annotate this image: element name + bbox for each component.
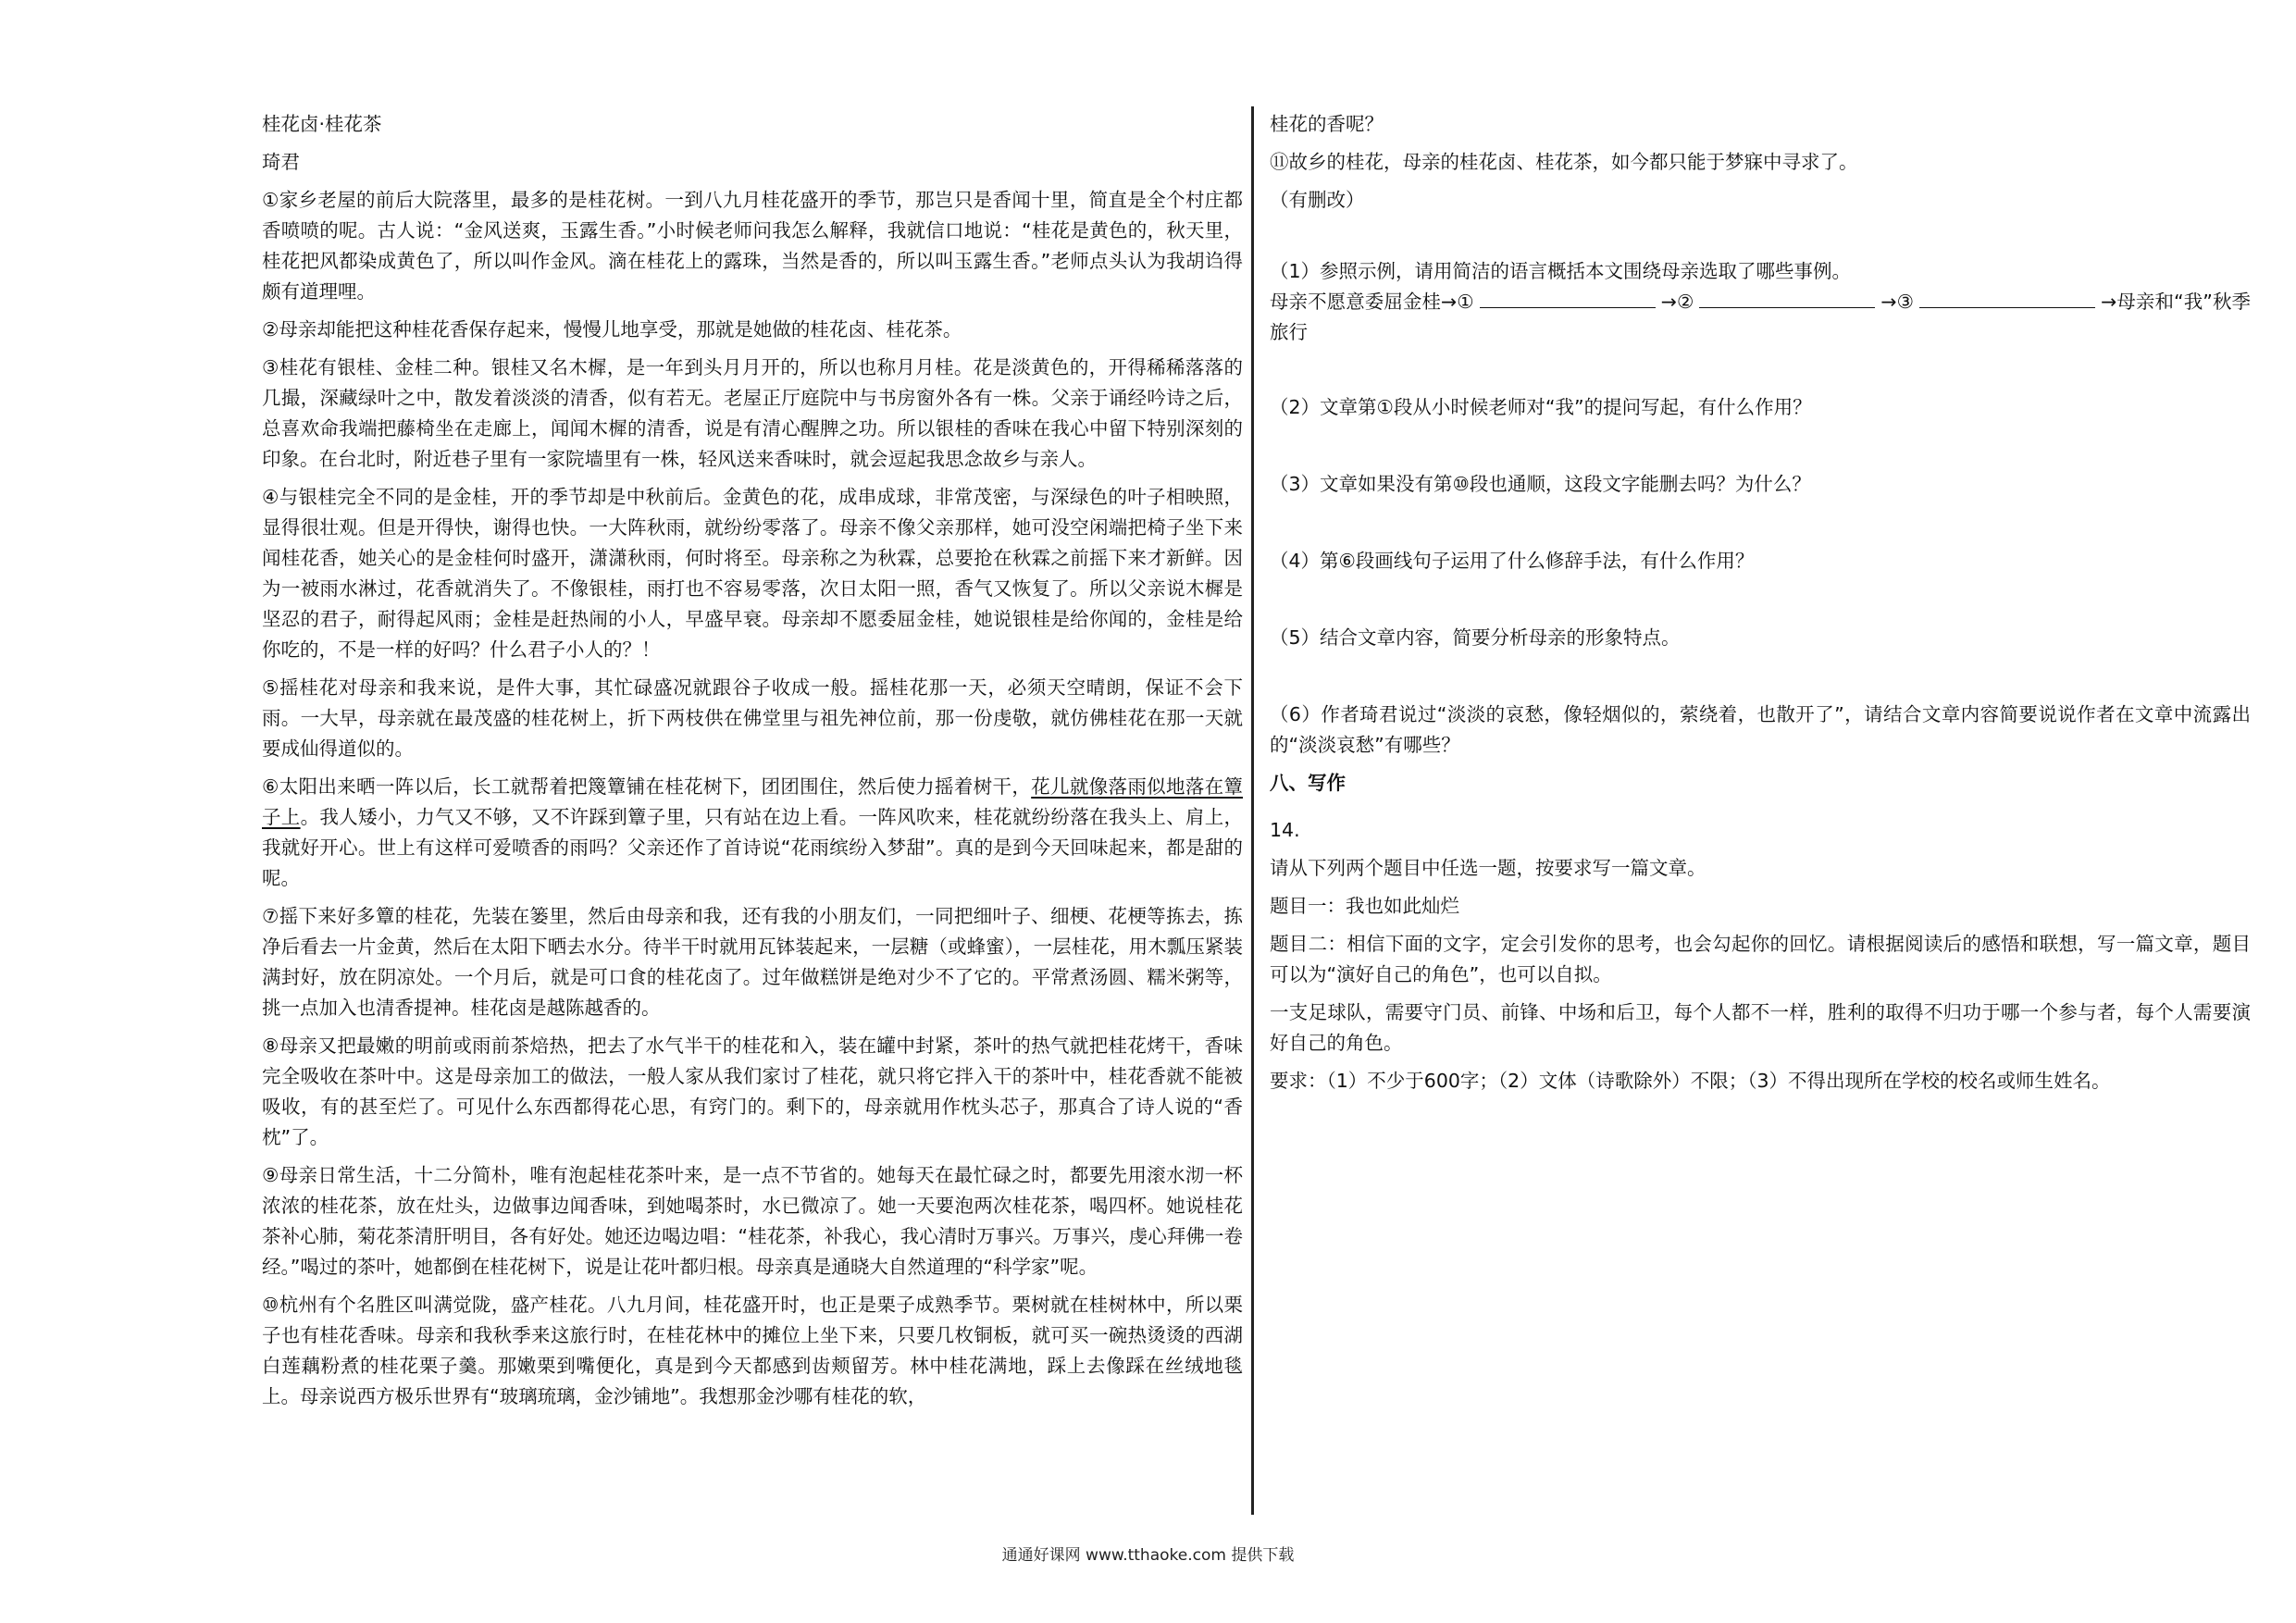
paragraph-1: ①家乡老屋的前后大院落里，最多的是桂花树。一到八九月桂花盛开的季节，那岂只是香闻十里，简直是全个村庄都香喷喷的呢。古人说：“金风送爽，玉露生香。”小时候老师问我怎么解释，我就信口地说：“桂花是黄色的，秋天里，桂花把风都染成黄色了，所以叫作金风。滴在桂花上的露珠，当然是香的，所以叫玉露生香。”老师点头认为我胡诌得颇有道理哩。: [262, 189, 1243, 303]
paragraph-10: ⑩杭州有个名胜区叫满觉陇，盛产桂花。八九月间，桂花盛开时，也正是栗子成熟季节。栗树就在桂树林中，所以栗子也有桂花香味。母亲和我秋季来这旅行时，在桂花林中的摊位上坐下来，只要几枚铜板，就可买一碗热烫烫的西湖白莲藕粉煮的桂花栗子羹。那嫩栗到嘴便化，真是到今天都感到齿颊留芳。林中桂花满地，踩上去像踩在丝绒地毯上。母亲说西方极乐世界有“玻璃琉璃，金沙铺地”。我想那金沙哪有桂花的软，: [262, 1294, 1243, 1407]
paragraph-6-start: ⑥太阳出来晒一阵以后，长工就帮着把篾簟铺在桂花树下，团团围住，然后使力摇着树干，: [262, 775, 1032, 798]
writing-section-title: 八、写作: [1270, 772, 1346, 794]
question-6: （6）作者琦君说过“淡淡的哀愁，像轻烟似的，萦绕着，也散开了”，请结合文章内容简要说说作者在文章中流露出的“淡淡哀愁”有哪些？: [1270, 703, 2251, 756]
writing-topic-1: 题目一：我也如此灿烂: [1270, 895, 1459, 917]
paragraph-9: ⑨母亲日常生活，十二分简朴，唯有泡起桂花茶叶来，是一点不节省的。她每天在最忙碌之时，都要先用滚水沏一杯浓浓的桂花茶，放在灶头，边做事边闻香味，到她喝茶时，水已微凉了。她一天要泡两次桂花茶，喝四杯。她说桂花茶补心肺，菊花茶清肝明目，各有好处。她还边喝边唱：“桂花茶，补我心，我心清时万事兴。万事兴，虔心拜佛一卷经。”喝过的茶叶，她都倒在桂花树下，说是让花叶都归根。母亲真是通晓大自然道理的“科学家”呢。: [262, 1164, 1243, 1278]
page-footer: 通通好课网 www.tthaoke.com 提供下载: [1001, 1546, 1295, 1565]
paragraph-7: ⑦摇下来好多簟的桂花，先装在篓里，然后由母亲和我，还有我的小朋友们，一同把细叶子、细梗、花梗等拣去，拣净后看去一片金黄，然后在太阳下晒去水分。待半干时就用瓦钵装起来，一层糖（或蜂蜜），一层桂花，用木瓢压紧装满封好，放在阴凉处。一个月后，就是可口食的桂花卤了。过年做糕饼是绝对少不了它的。平常煮汤圆、糯米粥等，挑一点加入也清香提神。桂花卤是越陈越香的。: [262, 905, 1243, 1019]
answer-blank-3[interactable]: [1919, 287, 2095, 308]
edit-note: （有删改）: [1270, 189, 1365, 211]
flow-arrow-2: →②: [1660, 291, 1694, 313]
article-author: 琦君: [262, 151, 300, 173]
question-3: （3）文章如果没有第⑩段也通顺，这段文字能删去吗？为什么？: [1270, 473, 1811, 495]
question-number-14: 14.: [1270, 819, 1300, 841]
flow-arrow-3: →③: [1880, 291, 1915, 313]
paragraph-6: [262, 772, 1243, 894]
answer-blank-1[interactable]: [1480, 287, 1656, 308]
paragraph-10-continued: 桂花的香呢？: [1270, 113, 1384, 135]
paragraph-2: ②母亲却能把这种桂花香保存起来，慢慢儿地享受，那就是她做的桂花卤、桂花茶。: [262, 318, 962, 341]
column-divider: [1251, 106, 1254, 1515]
writing-topic-2: 题目二：相信下面的文字，定会引发你的思考，也会勾起你的回忆。请根据阅读后的感悟和联想，写一篇文章，题目可以为“演好自己的角色”，也可以自拟。: [1270, 933, 2251, 985]
article-column: [262, 109, 1243, 1419]
article-title: 桂花卤·桂花茶: [262, 113, 382, 135]
paragraph-4: ④与银桂完全不同的是金桂，开的季节却是中秋前后。金黄色的花，成串成球，非常茂密，与深绿色的叶子相映照，显得很壮观。但是开得快，谢得也快。一大阵秋雨，就纷纷零落了。母亲不像父亲那样，她可没空闲端把椅子坐下来闻桂花香，她关心的是金桂何时盛开，潇潇秋雨，何时将至。母亲称之为秋霖，总要抢在秋霖之前摇下来才新鲜。因为一被雨水淋过，花香就消失了。不像银桂，雨打也不容易零落，次日太阳一照，香气又恢复了。所以父亲说木樨是坚忍的君子，耐得起风雨；金桂是赶热闹的小人，早盛早衰。母亲却不愿委屈金桂，她说银桂是给你闻的，金桂是给你吃的，不是一样的好吗？什么君子小人的？！: [262, 486, 1243, 661]
question-5: （5）结合文章内容，简要分析母亲的形象特点。: [1270, 626, 1681, 649]
paragraph-11: ⑪故乡的桂花，母亲的桂花卤、桂花茶，如今都只能于梦寐中寻求了。: [1270, 151, 1858, 173]
question-1: （1）参照示例，请用简洁的语言概括本文围绕母亲选取了哪些事例。: [1270, 260, 1852, 282]
paragraph-6-end: 。我人矮小，力气又不够，又不许踩到簟子里，只有站在边上看。一阵风吹来，桂花就纷纷落在我头上、肩上，我就好开心。世上有这样可爱喷香的雨吗？父亲还作了首诗说“花雨缤纷入梦甜”。真的是到今天回味起来，都是甜的呢。: [262, 806, 1244, 889]
flow-start: 母亲不愿意委屈金桂→①: [1270, 291, 1474, 313]
writing-passage: 一支足球队，需要守门员、前锋、中场和后卫，每个人都不一样，胜利的取得不归功于哪一个参与者，每个人需要演好自己的角色。: [1270, 1001, 2251, 1054]
paragraph-5: ⑤摇桂花对母亲和我来说，是件大事，其忙碌盛况就跟谷子收成一般。摇桂花那一天，必须天空晴朗，保证不会下雨。一大早，母亲就在最茂盛的桂花树上，折下两枝供在佛堂里与祖先神位前，那一份虔敬，就仿佛桂花在那一天就要成仙得道似的。: [262, 676, 1243, 760]
question-2: （2）文章第①段从小时候老师对“我”的提问写起，有什么作用？: [1270, 396, 1812, 418]
underlined-sentence: 花儿就像落雨似地落在簟子上: [262, 775, 1243, 828]
writing-requirements: 要求：（1）不少于600字；（2）文体（诗歌除外）不限；（3）不得出现所在学校的校名或师生姓名。: [1270, 1070, 2111, 1092]
questions-column: [1270, 109, 2251, 1104]
paragraph-8: ⑧母亲又把最嫩的明前或雨前茶焙热，把去了水气半干的桂花和入，装在罐中封紧，茶叶的热气就把桂花烤干，香味完全吸收在茶叶中。这是母亲加工的做法，一般人家从我们家讨了桂花，就只将它拌入干的茶叶中，桂花香就不能被吸收，有的甚至烂了。可见什么东西都得花心思，有窍门的。剩下的，母亲就用作枕头芯子，那真合了诗人说的“香枕”了。: [262, 1035, 1243, 1148]
answer-blank-2[interactable]: [1699, 287, 1875, 308]
writing-instruction: 请从下列两个题目中任选一题，按要求写一篇文章。: [1270, 857, 1706, 879]
paragraph-3: ③桂花有银桂、金桂二种。银桂又名木樨，是一年到头月月开的，所以也称月月桂。花是淡黄色的，开得稀稀落落的几撮，深藏绿叶之中，散发着淡淡的清香，似有若无。老屋正厅庭院中与书房窗外各有一株。父亲于诵经吟诗之后，总喜欢命我端把藤椅坐在走廊上，闻闻木樨的清香，说是有清心醒脾之功。所以银桂的香味在我心中留下特别深刻的印象。在台北时，附近巷子里有一家院墙里有一株，轻风送来香味时，就会逗起我思念故乡与亲人。: [262, 356, 1243, 470]
question-4: （4）第⑥段画线句子运用了什么修辞手法，有什么作用？: [1270, 550, 1755, 572]
question-1-flow: [1270, 287, 2251, 348]
flow-end: →母亲和“我”秋季旅行: [1270, 291, 2252, 343]
